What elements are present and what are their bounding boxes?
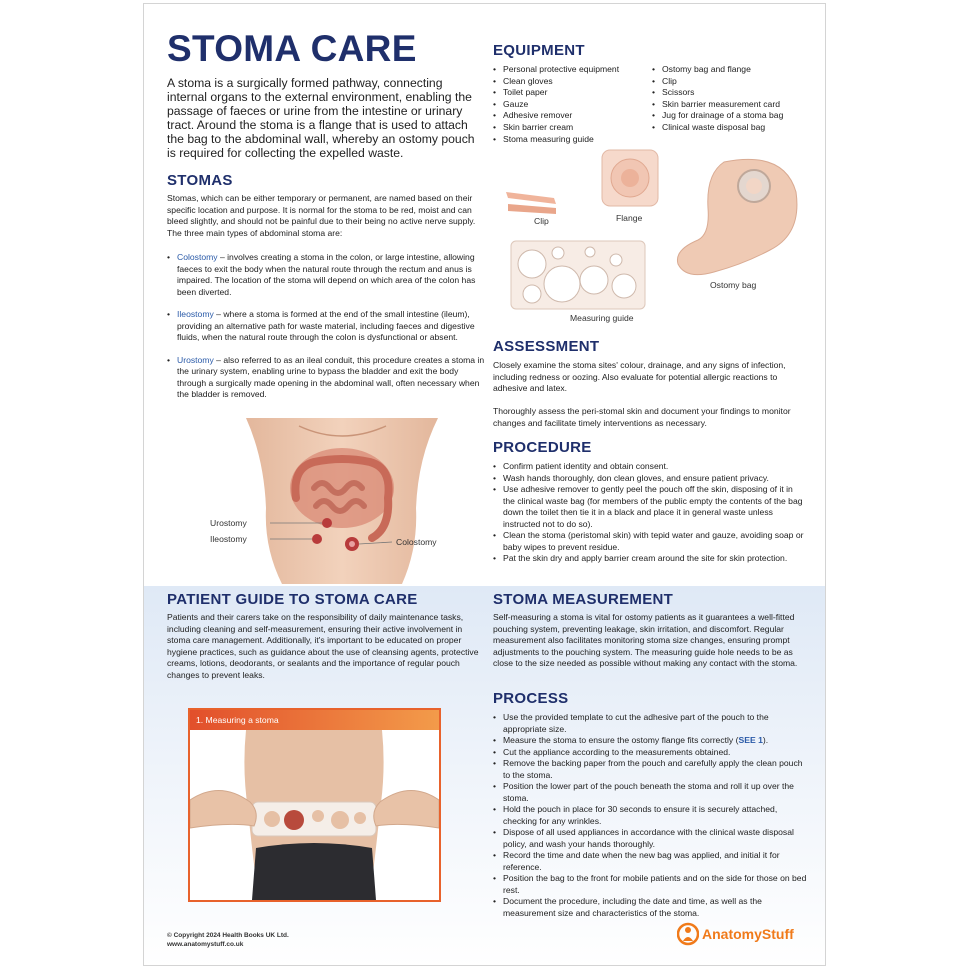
flange-label: Flange: [616, 213, 643, 223]
stomas-heading: STOMAS: [167, 172, 233, 189]
figure-label: 1. Measuring a stoma: [190, 710, 439, 730]
list-item: • Ostomy bag and flange: [652, 64, 822, 76]
list-item: • Skin barrier measurement card: [652, 99, 822, 111]
copyright-text: © Copyright 2024 Health Books UK Ltd.: [167, 932, 289, 939]
list-item: • Clean gloves: [493, 76, 653, 88]
equipment-list-1: [493, 64, 653, 145]
patient-guide-heading: PATIENT GUIDE TO STOMA CARE: [167, 591, 418, 608]
stoma-type-colostomy: [167, 252, 487, 298]
list-item: • Document the procedure, including the date and time, as well as the measurement size and characteristics of the stoma.: [493, 896, 807, 919]
list-item: • Scissors: [652, 87, 822, 99]
assessment-text-2: Thoroughly assess the peri-stomal skin and document your findings to monitor changes and facilitate timely interventions as necessary.: [493, 406, 791, 428]
patient-guide-text: Patients and their carers take on the responsibility of daily maintenance tasks, including cleaning and self-measurement, ensuring their active involvement in stoma care management. Additionally, it's important to be educated on proper hygiene practices, such as guidance about the use of cleansing agents, protective creams, lotions, deodorants, or sealants and the importance of regular pouch changes to prevent leaks.: [167, 612, 479, 680]
torso-stoma-illustration: [204, 418, 484, 584]
step-text: Measure the stoma to ensure the ostomy flange fits correctly (: [503, 735, 739, 745]
measuring-guide-image: [510, 240, 646, 310]
poster: [143, 3, 826, 966]
brand-logo: [677, 922, 794, 946]
urostomy-label: Urostomy: [210, 518, 247, 528]
list-item: • Use the provided template to cut the adhesive part of the pouch to the appropriate size.: [493, 712, 807, 735]
list-item: • Stoma measuring guide: [493, 134, 653, 146]
stomas-intro: Stomas, which can be either temporary or permanent, are named based on their specific location and purpose. It is normal for the stoma to be red, moist and can bleed slightly, and should not be painful due to their being no active nerve supply. The three main types of abdominal stoma are:: [167, 193, 476, 238]
list-item: • Confirm patient identity and obtain consent.: [493, 461, 805, 473]
list-item: • Dispose of all used appliances in accordance with the clinical waste disposal policy, and wash your hands thoroughly.: [493, 827, 807, 850]
list-item: • Skin barrier cream: [493, 122, 653, 134]
procedure-heading: PROCEDURE: [493, 439, 592, 456]
step-text: ).: [762, 735, 769, 745]
anatomy-logo-icon: [677, 922, 699, 946]
measurement-heading: STOMA MEASUREMENT: [493, 591, 674, 608]
process-heading: PROCESS: [493, 690, 569, 707]
measuring-stoma-figure: [188, 708, 441, 902]
stoma-type-term: Urostomy: [177, 354, 214, 365]
stoma-type-urostomy: [167, 355, 487, 401]
stoma-type-term: Ileostomy: [177, 309, 214, 319]
stoma-types-list: [167, 252, 487, 401]
see-1-reference[interactable]: SEE 1: [738, 735, 763, 745]
intro-text: A stoma is a surgically formed pathway, connecting internal organs to the external environment, enabling the passage of faeces or urine from the intestine or urinary tract. Around the stoma is a flange that is used to attach the bag to the abdominal wall, whereby an ostomy pouch is required for collecting the expelled waste.: [167, 76, 475, 160]
page-title: STOMA CARE: [167, 28, 417, 69]
process-list: [493, 712, 807, 919]
flange-image: [600, 148, 660, 208]
ostomy-bag-label: Ostomy bag: [710, 280, 757, 290]
list-item: • Hold the pouch in place for 30 seconds to ensure it is securely attached, checking for any wrinkles.: [493, 804, 807, 827]
ileostomy-label: Ileostomy: [210, 534, 247, 544]
measuring-stoma-photo: [190, 730, 439, 900]
ostomy-bag-image: [674, 154, 804, 282]
list-item: • Record the time and date when the new bag was applied, and initial it for reference.: [493, 850, 807, 873]
list-item: • Adhesive remover: [493, 110, 653, 122]
stoma-type-text: – where a stoma is formed at the end of the small intestine (ileum), providing an alternative path for waste material, including faeces and digestive fluids, when the natural route through the colon is dysfunctional or absent.: [177, 309, 475, 342]
stoma-type-text: – involves creating a stoma in the colon, or large intestine, allowing faeces to exit the body when the natural route through the rectum and anus is impaired. The location of the stoma will depend on which area of the colon has been diverted.: [177, 252, 476, 297]
footer-url[interactable]: www.anatomystuff.co.uk: [167, 941, 244, 948]
list-item: • Pat the skin dry and apply barrier cream around the site for skin protection.: [493, 553, 805, 565]
footer: [167, 931, 289, 949]
list-item: • Clinical waste disposal bag: [652, 122, 822, 134]
list-item: • Jug for drainage of a stoma bag: [652, 110, 822, 122]
list-item: • Wash hands thoroughly, don clean gloves, and ensure patient privacy.: [493, 473, 805, 485]
procedure-list: [493, 461, 805, 565]
list-item: • Remove the backing paper from the pouch and carefully apply the clean pouch to the stoma.: [493, 758, 807, 781]
measuring-guide-label: Measuring guide: [570, 313, 634, 323]
clip-label: Clip: [534, 216, 549, 226]
brand-name: AnatomyStuff: [702, 926, 794, 942]
list-item: [493, 735, 807, 747]
list-item: • Gauze: [493, 99, 653, 111]
list-item: • Clip: [652, 76, 822, 88]
list-item: • Personal protective equipment: [493, 64, 653, 76]
stoma-type-text: – also referred to as an ileal conduit, this procedure creates a stoma in the urinary system, enabling urine to bypass the bladder and exit the body through a surgically made opening in the abdominal wall, often necessary when the bladder is removed.: [177, 354, 485, 399]
list-item: • Cut the appliance according to the measurements obtained.: [493, 747, 807, 759]
list-item: • Position the bag to the front for mobile patients and on the side for those on bed rest.: [493, 873, 807, 896]
list-item: • Clean the stoma (peristomal skin) with tepid water and gauze, avoiding soap or baby wipes to prevent residue.: [493, 530, 805, 553]
measurement-text: Self-measuring a stoma is vital for ostomy patients as it guarantees a well-fitted pouching system, preventing leakage, skin irritation, and discomfort. Regular measurement also facilitates monitoring stoma size changes, ensuring prompt adjustments to the pouching system. The measuring guide hole needs to be as close to the size needed as possible without making any contact with the stoma.: [493, 612, 798, 668]
stoma-type-term: Colostomy: [177, 252, 218, 262]
list-item: • Use adhesive remover to gently peel the pouch off the skin, disposing of it in the clinical waste bag (for members of the public empty the contents of the bag down the toilet then tie it in a black and place it in general waste unless instructed not to do so).: [493, 484, 805, 530]
colostomy-label: Colostomy: [396, 537, 437, 547]
list-item: • Position the lower part of the pouch beneath the stoma and roll it up over the stoma.: [493, 781, 807, 804]
assessment-heading: ASSESSMENT: [493, 338, 600, 355]
equipment-heading: EQUIPMENT: [493, 42, 585, 59]
equipment-list-2: [652, 64, 822, 134]
clip-image: [504, 184, 560, 218]
stoma-type-ileostomy: [167, 309, 487, 344]
list-item: • Toilet paper: [493, 87, 653, 99]
assessment-text-1: Closely examine the stoma sites' colour, drainage, and any signs of infection, including redness or oozing. Also evaluate for potential allergic reactions to adhesive and latex.: [493, 360, 786, 393]
